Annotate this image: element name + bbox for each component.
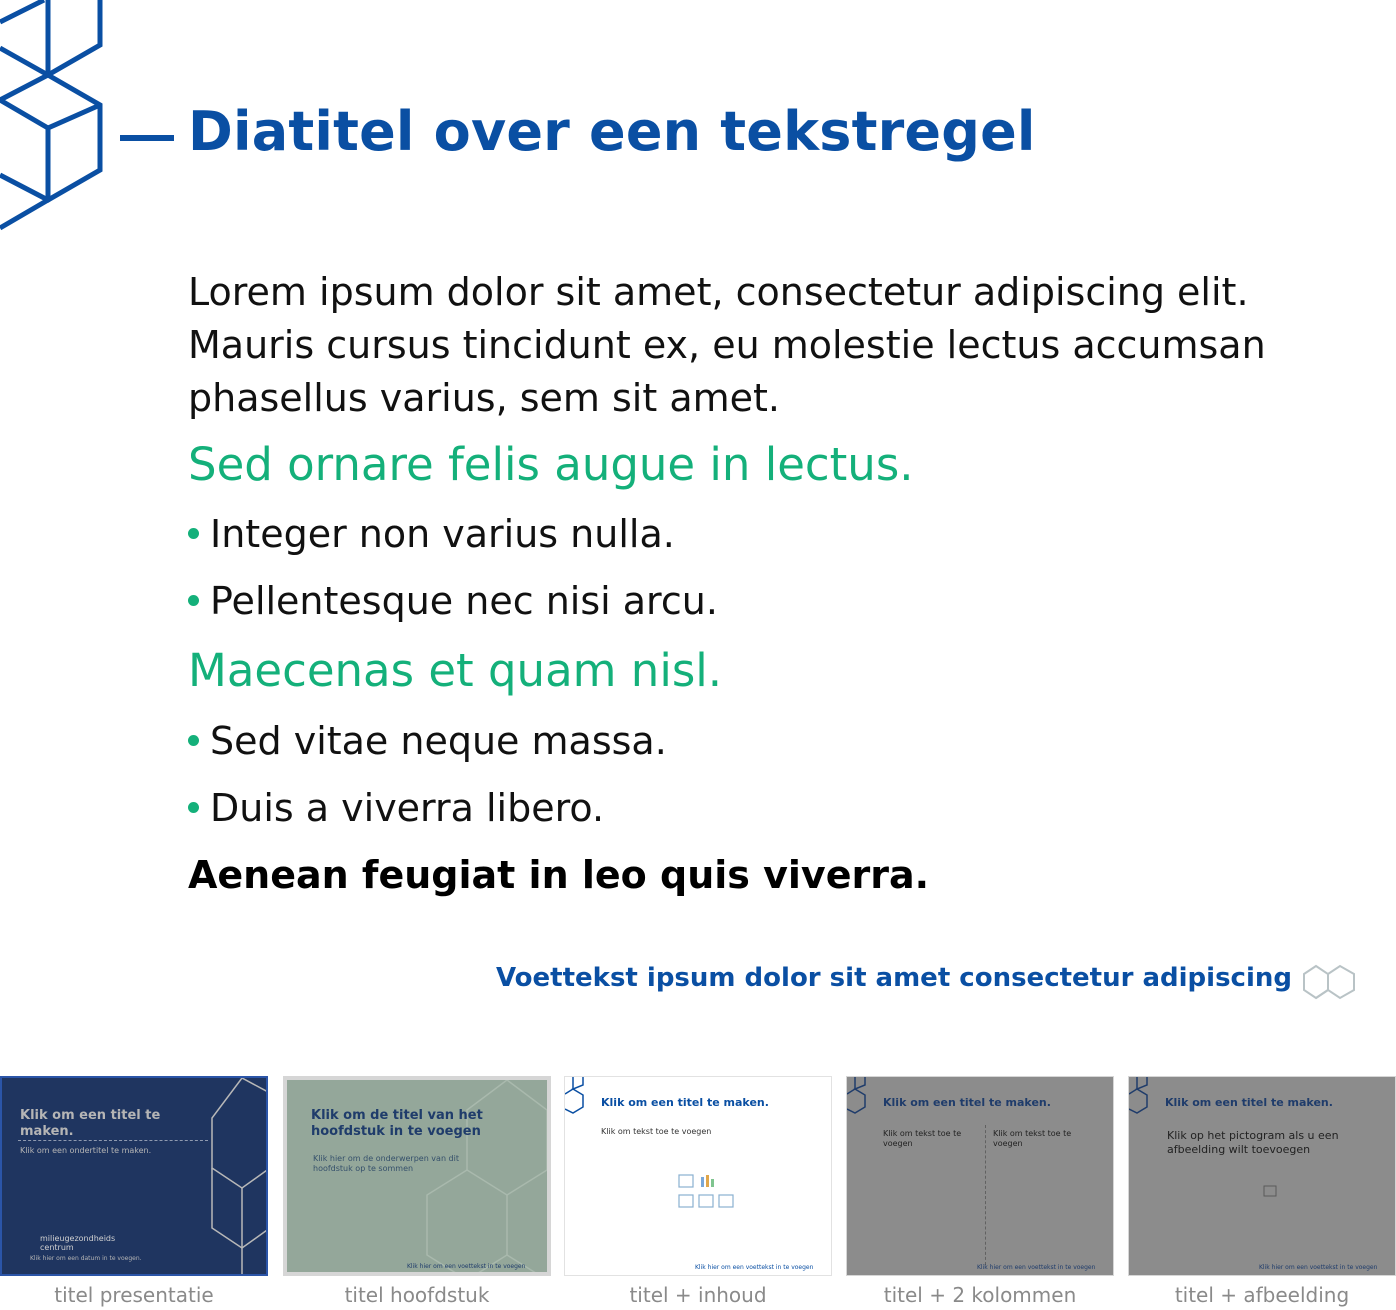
hexagon-pattern-icon (202, 1078, 268, 1276)
thumbnail-titel-2-kolommen[interactable] (846, 1076, 1114, 1276)
thumb-footer: Klik hier om een voettekst in te voegen (695, 1264, 814, 1271)
thumb-divider (18, 1140, 208, 1141)
bullet-dot-icon (188, 802, 199, 813)
thumb-footer: Klik hier om een datum in te voegen. (30, 1255, 142, 1262)
thumb-heading: Klik om een titel te maken. (601, 1096, 769, 1109)
thumb-logo-text: centrum (40, 1243, 74, 1252)
thumb-column-2: Klik om tekst toe te voegen (993, 1129, 1072, 1148)
picture-icon (1263, 1185, 1277, 1197)
thumb-heading: Klik om een titel te maken. (1165, 1096, 1333, 1109)
slide-footer: Voettekst ipsum dolor sit amet consectetur adipiscing (495, 963, 1292, 993)
thumbnail-titel-hoofdstuk[interactable] (283, 1076, 551, 1276)
body-paragraph: Lorem ipsum dolor sit amet, consectetur adipiscing elit. Mauris cursus tincidunt ex, eu molestie lectus accumsan phasellus varius, sem sit amet. (188, 270, 1266, 420)
bullet-item: Integer non varius nulla. (188, 512, 675, 556)
insert-content-icons (677, 1173, 737, 1213)
thumb-column-divider (985, 1125, 986, 1265)
thumbnail-label: titel hoofdstuk (344, 1283, 490, 1307)
thumb-footer: Klik hier om een voettekst in te voegen (1259, 1264, 1378, 1271)
thumb-footer: Klik hier om een voettekst in te voegen (977, 1264, 1096, 1271)
bullet-item: Duis a viverra libero. (188, 786, 604, 830)
thumb-heading: Klik om de titel van het hoofdstuk in te voegen (311, 1108, 483, 1139)
bold-line: Aenean feugiat in leo quis viverra. (188, 853, 930, 897)
bullet-item: Pellentesque nec nisi arcu. (188, 579, 718, 623)
thumbnail-label: titel + inhoud (629, 1283, 767, 1307)
hexagon-decoration-icon (565, 1077, 587, 1117)
bullet-dot-icon (188, 528, 199, 539)
bullet-item: Sed vitae neque massa. (188, 719, 667, 763)
thumbnail-label: titel + 2 kolommen (883, 1283, 1077, 1307)
thumb-subtitle: Klik hier om de onderwerpen van dit hoofdstuk op te sommen (313, 1154, 459, 1173)
subheading-2: Maecenas et quam nisl. (188, 644, 723, 697)
thumbnail-label: titel presentatie (54, 1283, 214, 1307)
thumb-logo-text: milieugezondheids (40, 1234, 116, 1243)
bullet-dot-icon (188, 595, 199, 606)
thumb-subtitle: Klik op het pictogram als u een afbeelding wilt toevoegen (1167, 1129, 1339, 1156)
thumbnail-label: titel + afbeelding (1174, 1283, 1350, 1307)
thumbnail-titel-presentatie[interactable] (0, 1076, 268, 1276)
thumb-column-1: Klik om tekst toe te voegen (883, 1129, 962, 1148)
thumb-heading: Klik om een titel te maken. (883, 1096, 1051, 1109)
hexagon-decoration-icon (847, 1077, 869, 1117)
slide-title: Diatitel over een tekstregel (188, 100, 1036, 163)
title-dash (120, 135, 174, 141)
hexagon-decoration-icon (1129, 1077, 1151, 1117)
layout-thumbnails (0, 1076, 1396, 1310)
thumbnail-titel-afbeelding[interactable] (1128, 1076, 1396, 1276)
thumb-subtitle: Klik om tekst toe te voegen (601, 1127, 712, 1136)
thumb-footer: Klik hier om een voettekst in te voegen (407, 1263, 526, 1270)
thumb-subtitle: Klik om een ondertitel te maken. (20, 1146, 152, 1155)
hexagon-decoration-icon (0, 0, 110, 240)
thumbnail-titel-inhoud[interactable] (564, 1076, 832, 1276)
thumb-heading: Klik om een titel te maken. (20, 1108, 161, 1139)
subheading-1: Sed ornare felis augue in lectus. (188, 438, 914, 491)
logo-hexagon-icon (1300, 962, 1358, 1002)
bullet-dot-icon (188, 735, 199, 746)
